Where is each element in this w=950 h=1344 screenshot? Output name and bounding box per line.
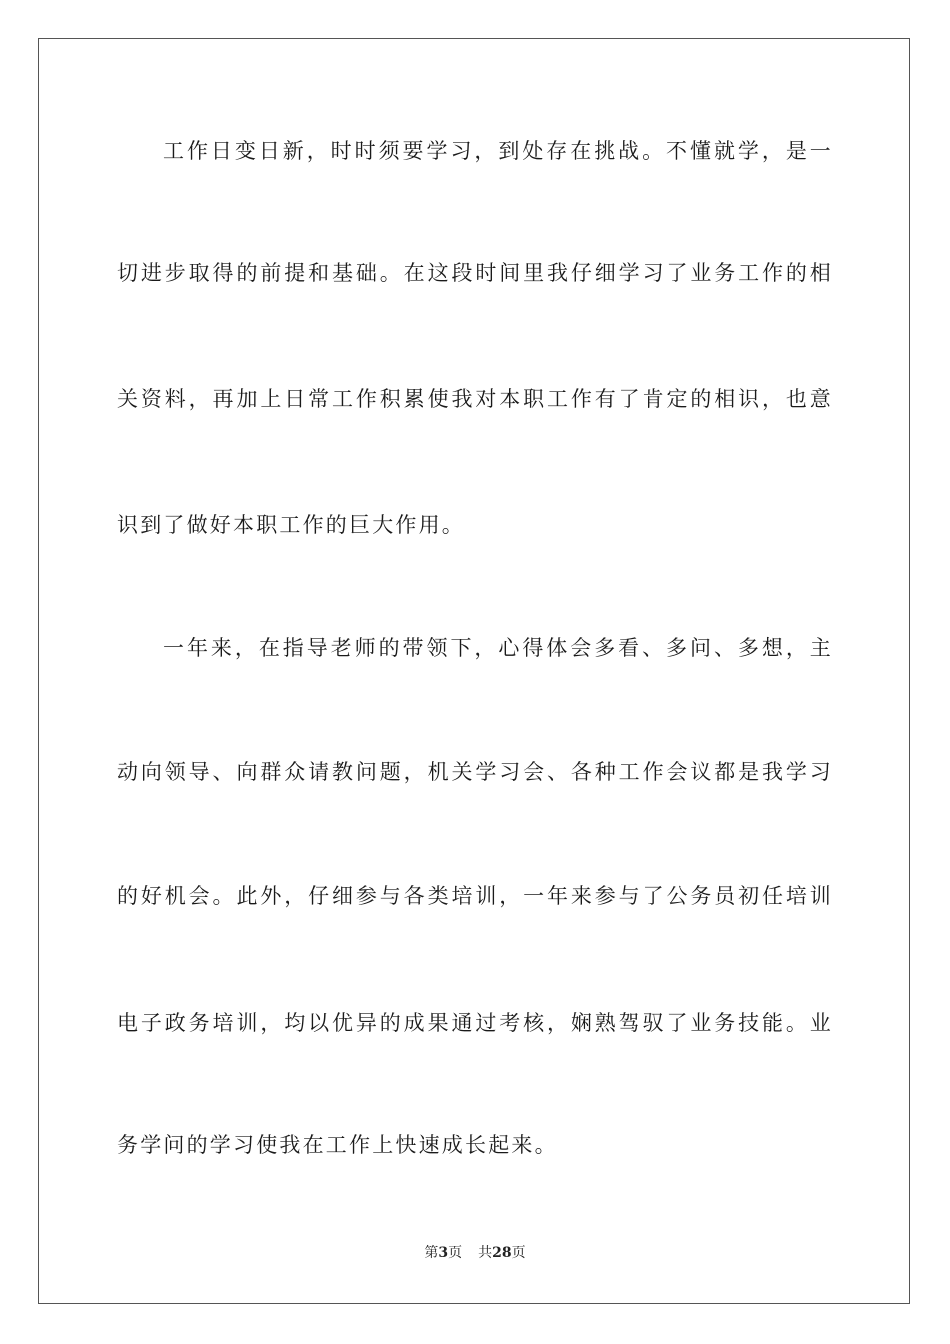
page-border xyxy=(38,38,910,1304)
total-pages: 28 xyxy=(492,1245,512,1261)
page-suffix: 页 xyxy=(448,1245,463,1261)
page-prefix: 第 xyxy=(424,1245,439,1261)
text-line: 电子政务培训，均以优异的成果通过考核，娴熟驾驭了业务技能。业 xyxy=(117,1011,833,1035)
text-line: 切进步取得的前提和基础。在这段时间里我仔细学习了业务工作的相 xyxy=(117,261,833,285)
text-line: 工作日变日新，时时须要学习，到处存在挑战。不懂就学，是一 xyxy=(163,139,833,163)
text-line: 的好机会。此外，仔细参与各类培训，一年来参与了公务员初任培训 xyxy=(117,884,833,908)
text-line: 识到了做好本职工作的巨大作用。 xyxy=(117,513,465,537)
page-footer xyxy=(0,1243,950,1263)
text-line: 动向领导、向群众请教问题，机关学习会、各种工作会议都是我学习 xyxy=(117,760,833,784)
text-line: 一年来，在指导老师的带领下，心得体会多看、多问、多想，主 xyxy=(163,636,833,660)
text-line: 关资料，再加上日常工作积累使我对本职工作有了肯定的相识，也意 xyxy=(117,387,833,411)
total-suffix: 页 xyxy=(511,1245,526,1261)
page-number: 3 xyxy=(438,1245,449,1261)
total-prefix: 共 xyxy=(478,1245,493,1261)
text-line: 务学问的学习使我在工作上快速成长起来。 xyxy=(117,1133,558,1157)
